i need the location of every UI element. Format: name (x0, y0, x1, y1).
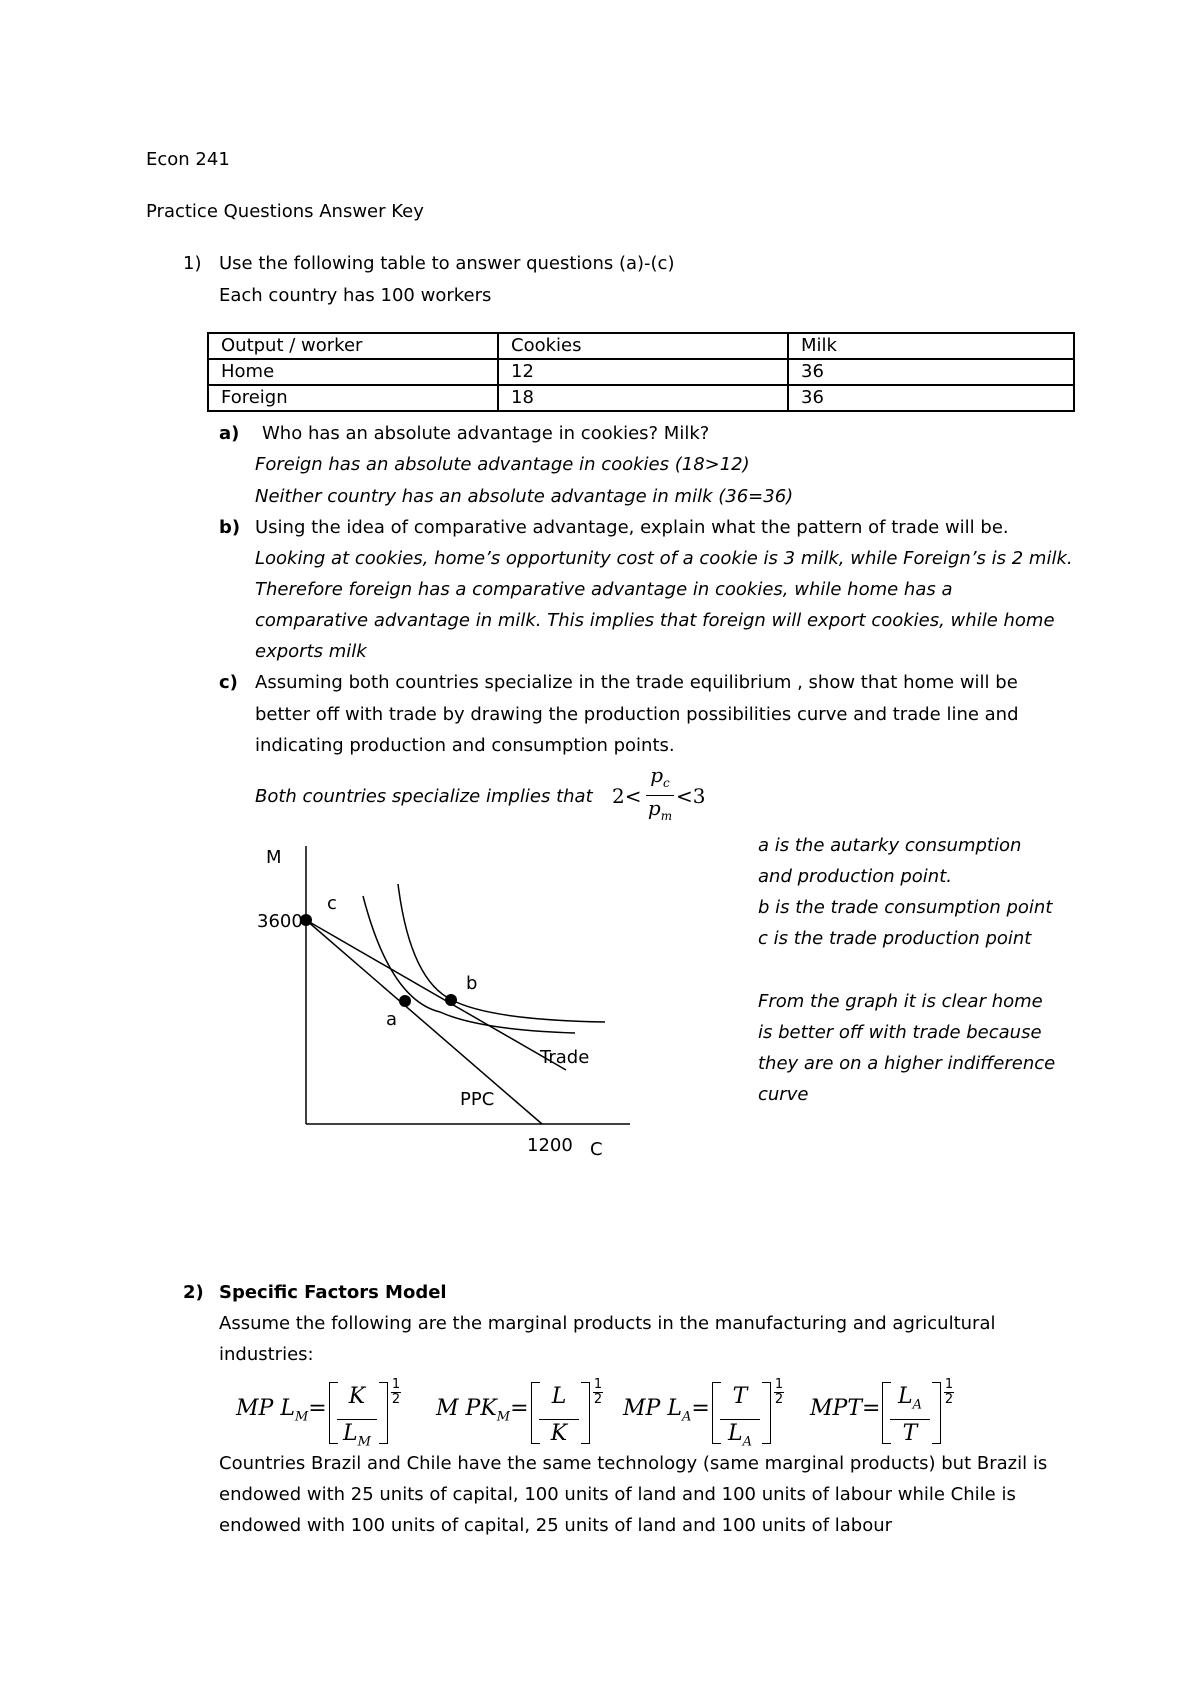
price-den: p (647, 796, 661, 820)
price-num: p (650, 763, 664, 787)
table-cell: 12 (498, 359, 788, 385)
q1b-label: b) (219, 517, 241, 538)
page-subtitle: Practice Questions Answer Key (146, 201, 424, 222)
q2-intro-line: industries: (219, 1344, 314, 1365)
explanation-line: curve (758, 1084, 809, 1105)
explanation-line: a is the autarky consumption (758, 835, 1022, 856)
formula-block: MPT= $L_A$ T 1 2 (810, 1377, 954, 1447)
explanation-line: b is the trade consumption point (758, 897, 1053, 918)
explanation-line: and production point. (758, 866, 952, 887)
q2-title: Specific Factors Model (219, 1282, 447, 1303)
exponent-num: 1 (774, 1377, 784, 1392)
x-axis-label: C (590, 1139, 603, 1160)
formula-den: L (343, 1421, 358, 1447)
q1b-answer-line: comparative advantage in milk. This implies that foreign will export cookies, while home (255, 610, 1055, 631)
formula-lhs: M PK (436, 1396, 497, 1421)
formula-den: K (550, 1421, 568, 1447)
formula-num: L (551, 1384, 567, 1409)
q1c-question-line: indicating production and consumption points. (255, 735, 675, 756)
q1-prompt: Use the following table to answer questions (a)-(c) (219, 253, 675, 274)
point-a-marker (399, 995, 411, 1007)
table-cell: 36 (788, 385, 1074, 411)
inequality-right: <3 (676, 784, 706, 808)
formula-lhs-sub: M (294, 1409, 309, 1425)
table-cell: Foreign (208, 385, 498, 411)
ppc-line (306, 920, 542, 1124)
q1b-question: Using the idea of comparative advantage, explain what the pattern of trade will be. (255, 517, 1009, 538)
q1b-answer-line: Therefore foreign has a comparative advantage in cookies, while home has a (255, 579, 953, 600)
explanation-line: is better off with trade because (758, 1022, 1042, 1043)
ppc-line-label: PPC (460, 1089, 495, 1110)
indifference-curve-high (398, 884, 605, 1022)
q1a-answer-1: Foreign has an absolute advantage in cookies (18>12) (255, 454, 750, 475)
formula-den-sub: M (357, 1434, 371, 1450)
exponent-den: 2 (391, 1392, 401, 1407)
q1a-answer-2: Neither country has an absolute advantage in milk (36=36) (255, 486, 794, 507)
exponent-den: 2 (593, 1392, 603, 1407)
point-c-label: c (327, 893, 337, 914)
q1a-label: a) (219, 423, 240, 444)
formula-den-sub: A (742, 1434, 752, 1450)
q1c-question-line: better off with trade by drawing the production possibilities curve and trade line and (255, 704, 1019, 725)
formula-lhs-sub: M (496, 1409, 511, 1425)
q1a-question: Who has an absolute advantage in cookies? Milk? (262, 423, 710, 444)
formula-num: L (898, 1384, 913, 1409)
specialize-text: Both countries specialize implies that (255, 786, 593, 807)
q1c-label: c) (219, 672, 238, 693)
trade-line-label: Trade (540, 1047, 590, 1068)
table-header-cell: Milk (788, 333, 1074, 359)
exponent-num: 1 (391, 1377, 401, 1392)
explanation-line: From the graph it is clear home (758, 991, 1043, 1012)
table-header-cell: Cookies (498, 333, 788, 359)
formula-block: MP $L_M=$ K $L_M$ 1 2 (236, 1377, 401, 1450)
price-den-sub: m (660, 809, 673, 823)
q1b-answer-line: exports milk (255, 641, 367, 662)
point-b-marker (445, 994, 457, 1006)
formula-lhs: MPT (810, 1396, 863, 1421)
exponent-den: 2 (944, 1392, 954, 1407)
explanation-line: c is the trade production point (758, 928, 1032, 949)
q2-body-line: endowed with 25 units of capital, 100 units of land and 100 units of labour while Chile is (219, 1484, 1016, 1505)
exponent-num: 1 (944, 1377, 954, 1392)
exponent-den: 2 (774, 1392, 784, 1407)
q2-intro-line: Assume the following are the marginal products in the manufacturing and agricultural (219, 1313, 996, 1334)
table-cell: 36 (788, 359, 1074, 385)
explanation-line: they are on a higher indifference (758, 1053, 1056, 1074)
formula-lhs: MP L (236, 1396, 295, 1421)
table-header-cell: Output / worker (208, 333, 498, 359)
table-cell: 18 (498, 385, 788, 411)
table-cell: Home (208, 359, 498, 385)
formula-num-sub: A (912, 1397, 922, 1413)
course-title: Econ 241 (146, 149, 230, 170)
price-num-sub: c (663, 776, 670, 790)
formula-num: T (732, 1384, 748, 1409)
y-intercept-label: 3600 (257, 911, 303, 932)
formula-den: L (728, 1421, 743, 1447)
point-b-label: b (466, 973, 478, 994)
q1c-question-line: Assuming both countries specialize in the trade equilibrium , show that home will be (255, 672, 1018, 693)
q2-body-line: Countries Brazil and Chile have the same technology (same marginal products) but Brazil is (219, 1453, 1048, 1474)
y-axis-label: M (266, 847, 282, 868)
formula-lhs-sub: A (681, 1409, 692, 1425)
point-a-label: a (386, 1009, 398, 1030)
q1-note: Each country has 100 workers (219, 285, 492, 306)
inequality-left: 2< (612, 784, 642, 808)
formula-block: M $PK_M=$ L K 1 2 (436, 1377, 603, 1447)
trade-line (306, 920, 566, 1070)
formula-den: T (902, 1421, 918, 1447)
x-intercept-label: 1200 (527, 1135, 573, 1156)
formula-lhs: MP L (623, 1396, 682, 1421)
q2-body-line: endowed with 100 units of capital, 25 units of land and 100 units of labour (219, 1515, 893, 1536)
q1b-answer-line: Looking at cookies, home’s opportunity cost of a cookie is 3 milk, while Foreign’s is 2 milk. (255, 548, 1073, 569)
formula-num: K (348, 1384, 366, 1409)
formula-block: MP $L_A=$ T $L_A$ 1 2 (623, 1377, 784, 1450)
q2-number: 2) (183, 1282, 204, 1303)
q1-number: 1) (183, 253, 202, 274)
exponent-num: 1 (593, 1377, 603, 1392)
